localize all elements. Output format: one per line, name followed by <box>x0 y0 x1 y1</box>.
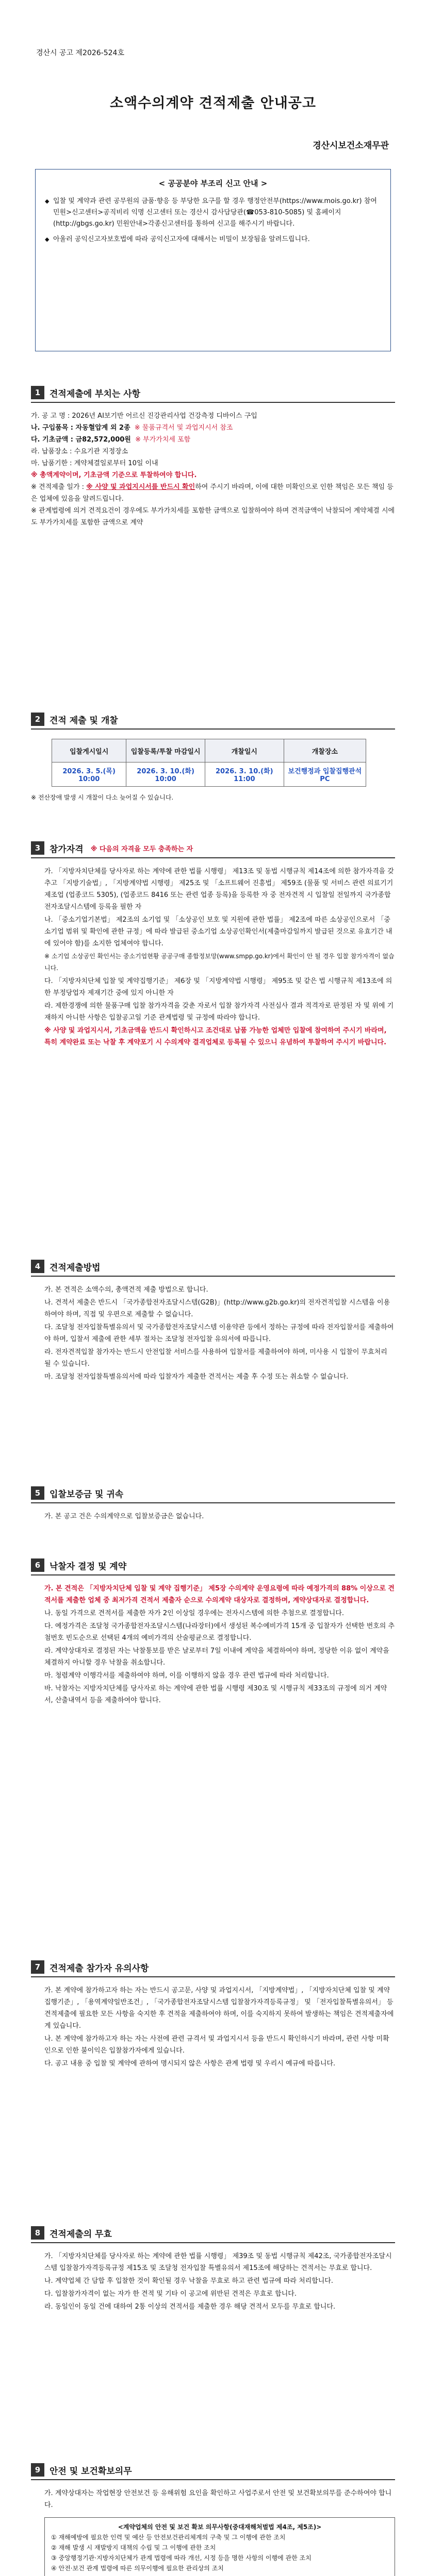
paragraph: 다. 조달청 전자입찰특별유의서 및 국가종합전자조달시스템 이용약관 등에서 정하는 규정에 따라 전자입찰서를 제출하여야 하며, 입찰서 제출에 관한 세부 절차는 조달청 전자입찰 유의서에 따릅니다. <box>44 1324 394 1343</box>
section-number: 9 <box>31 2463 44 2477</box>
list-item: ④ 안전·보건 관계 법령에 따른 의무이행에 필요한 관리상의 조치 <box>51 2565 224 2572</box>
list-item: ① 재해예방에 필요한 인력 및 예산 등 안전보건관리체계의 구축 및 그 이행에 관한 조치 <box>51 2534 286 2541</box>
section-number: 1 <box>31 386 44 399</box>
section-header <box>31 2461 395 2480</box>
section-header <box>31 1257 395 1277</box>
section-body <box>31 1511 395 1522</box>
section-1 <box>31 383 395 529</box>
paragraph: 다. 예정가격은 조달청 국가종합전자조달시스템(나라장터)에서 생성된 복수예비가격 15개 중 입찰자가 선택한 번호의 추첨번호 빈도순으로 선택된 4개의 예비가격의 산술평균으로 결정합니다. <box>44 1622 395 1642</box>
section-number: 3 <box>31 841 44 855</box>
issuing-agency: 경산시보건소재무관 <box>313 141 389 151</box>
page-title: 소액수의계약 견적제출 안내공고 <box>110 95 316 111</box>
section-6 <box>31 1556 395 1707</box>
paragraph: 나. 「중소기업기본법」 제2조의 소기업 및 「소상공인 보호 및 지원에 관한 법률」 제2조에 따른 소상공인으로서 「중소기업 범위 및 확인에 관한 규정」에 따라 발급된 중소기업 소상공인확인서(제출마감일까지 발급된 것으로 유효기간 내에 있어야 함)를 소지한 업체여야 합니다. <box>44 916 392 947</box>
section-title: 낙찰자 결정 및 계약 <box>50 1561 127 1572</box>
corruption-report-notice <box>35 169 391 351</box>
notice-item: ◆ 입찰 및 계약과 관련 공무원의 금품·향응 등 부당한 요구를 할 경우 행정안전부(https://www.mois.go.kr) 참여민원>신고센터>공직비리 익명 신고센터 또는 경산시 감사담당관(☎053-810-5085) 및 홈페이지(http://gbgs.go.kr) 민원안내>각종신고센터를 통하여 신고를 해주시기 바랍니다. <box>45 196 381 230</box>
list-item: ② 재해 발생 시 재발방지 대책의 수립 및 그 이행에 관한 조치 <box>51 2544 216 2551</box>
paragraph: 다. 입찰참가자격이 없는 자가 한 견적 및 기타 이 공고에 위반된 견적은 무효로 합니다. <box>44 2290 297 2298</box>
section-title: 견적제출에 부치는 사항 <box>50 388 141 399</box>
paragraph: 가. 본 계약에 참가하고자 하는 자는 반드시 공고문, 사양 및 과업지시서, 「지방계약법」, 「지방자치단체 입찰 및 계약 집행기준」, 「용역계약일반조건」, 「국가종합전자조달시스템 입찰참가자격등록규정」 및 「전자입찰특별유의서」 등 견적제출에 필요한 모든 사항을 숙지한 후 견적을 제출하여야 하며, 이를 숙지하지 못하여 발생하는 책임은 견적제출자에게 있습니다. <box>44 1987 394 2030</box>
section-header <box>31 710 395 730</box>
section-title: 견적제출의 무효 <box>50 2229 112 2240</box>
section-title: 견적 제출 및 개찰 <box>50 715 118 726</box>
table-cell: 2026. 3. 5.(목) 10:00 <box>52 762 126 787</box>
section-body <box>31 410 395 529</box>
section-title: 참가자격 <box>50 844 84 855</box>
section-9 <box>31 2461 395 2576</box>
diamond-bullet-icon: ◆ <box>45 198 50 205</box>
paragraph: 라. 제한경쟁에 의한 물품구매 입찰 참가자격을 갖춘 자로서 입찰 참가자격 사전심사 결과 적격자로 판정된 자 및 위에 기재하지 아니한 사항은 입찰공고일 기준 관계법령 및 규정에 따라야 합니다. <box>44 1002 394 1022</box>
paragraph: 가. 「지방자치단체를 당사자로 하는 계약에 관한 법률 시행령」 제13조 및 동법 시행규칙 제14조에 의한 참가자격을 갖추고 「지방기술법」, 「지방계약법 시행령」 제25조 및 「소프트웨어 진흥법」 제59조 (물품 및 서비스 관련 의료기기제조업 (업종코드 5305), (업종코드 8416 또는 관련 업종 등록)을 등록한 자 중 전자견적 시 입찰일 전일까지 국가종합전자조달시스템에 등록을 필한 자 <box>44 868 394 911</box>
paragraph: 가. 본 견적은 「지방자치단체 입찰 및 계약 집행기준」 제5장 수의계약 운영요령에 따라 예정가격의 88% 이상으로 견적서를 제출한 업체 중 최저가격 견적서 제출자 순으로 수의계약 대상자로 결정하며, 계약상대자로 결정합니다. <box>44 1585 395 1604</box>
section-title: 입찰보증금 및 귀속 <box>50 1489 124 1500</box>
section-3 <box>31 839 395 1049</box>
box-title: <계약업체의 안전 및 보건 확보 의무사항(중대재해처벌법 제4조, 제5조)> <box>118 2523 322 2531</box>
schedule-note: ※ 전산장애 발생 시 개찰이 다소 늦어질 수 있습니다. <box>31 794 174 801</box>
paragraph: 나. 동일 가격으로 견적서를 제출한 자가 2인 이상일 경우에는 전자시스템에 의한 추첨으로 결정합니다. <box>44 1609 345 1617</box>
paragraph: 가. 「지방자치단체를 당사자로 하는 계약에 관한 법률 시행령」 제39조 및 동법 시행규칙 제42조, 국가종합전자조달시스템 입찰참가자격등록규정 제15조 및 조달청 전자입찰 특별유의서 제15조에 해당하는 견적서는 무효로 합니다. <box>44 2252 392 2272</box>
section-subnote: ※ 다음의 자격을 모두 충족하는 자 <box>90 845 193 853</box>
text-line: ※ 관계법령에 의거 견적요건이 경우에도 부가가치세를 포함한 금액으로 입찰하여야 하며 견적금액이 낙찰되어 계약체결 시에도 부가가치세를 포함한 금액으로 계약 <box>31 507 395 527</box>
section-title: 견적제출 참가자 유의사항 <box>50 1963 149 1974</box>
section-body <box>31 1583 395 1706</box>
notice-heading: < 공공분야 부조리 신고 안내 > <box>158 179 268 188</box>
document-number: 경산시 공고 제2026-524호 <box>36 49 124 57</box>
paragraph: 마. 청렴계약 이행각서를 제출하여야 하며, 이를 이행하지 않을 경우 관련 법규에 따라 처리합니다. <box>44 1672 329 1680</box>
section-header <box>31 383 395 403</box>
section-body <box>31 2250 395 2313</box>
paragraph: 바. 낙찰자는 지방자치단체를 당사자로 하는 계약에 관한 법률 시행령 제30조 및 시행규칙 제33조의 규정에 의거 계약서, 산출내역서 등을 제출하여야 합니다. <box>44 1685 387 1704</box>
diamond-bullet-icon: ◆ <box>45 236 50 243</box>
section-number: 2 <box>31 713 44 726</box>
list-item: ③ 중앙행정기관·지방자치단체가 관계 법령에 따라 개선, 시정 등을 명한 사항의 이행에 관한 조치 <box>51 2554 312 2562</box>
section-title: 견적제출방법 <box>50 1262 101 1273</box>
section-header <box>31 1958 395 1977</box>
section-number: 4 <box>31 1260 44 1273</box>
obligations-box <box>44 2517 395 2576</box>
section-number: 7 <box>31 1960 44 1974</box>
section-7 <box>31 1958 395 2071</box>
table-cell: 보건행정과 입찰집행관석 PC <box>284 762 366 787</box>
section-number: 6 <box>31 1558 44 1572</box>
section-8 <box>31 2224 395 2314</box>
section-title: 안전 및 보건확보의무 <box>50 2466 132 2477</box>
schedule-table <box>52 739 366 787</box>
text-line: 마. 납품기한 : 계약체결일로부터 10일 이내 <box>31 460 158 467</box>
section-number: 8 <box>31 2226 44 2240</box>
section-4 <box>31 1257 395 1384</box>
paragraph: 마. 조달청 전자입찰특별유의서에 따라 입찰자가 제출한 견적서는 제출 후 수정 또는 취소할 수 없습니다. <box>44 1373 349 1381</box>
paragraph: 다. 「지방자치단체 입찰 및 계약집행기준」 제6장 및 「지방계약법 시행령」 제95조 및 같은 법 시행규칙 제13조에 의한 부정당업자 제재기간 중에 있지 아니한 자 <box>44 977 392 997</box>
paragraph: ※ 소기업 소상공인 확인서는 중소기업현황 공공구매 종합정보망(www.smpp.go.kr)에서 확인이 안 될 경우 입찰 참가자격이 없습니다. <box>44 953 395 972</box>
paragraph: 나. 견적서 제출은 반드시 「국가종합전자조달시스템(G2B)」(http://www.g2b.go.kr)의 전자견적입찰 시스템을 이용하여야 하며, 직접 및 우편으로 제출할 수 없습니다. <box>44 1299 390 1318</box>
text-line: 나. 구입품목 : 자동혈압계 외 2종 ※ 물품규격서 및 과업지시서 참조 <box>31 424 233 432</box>
table-cell: 2026. 3. 10.(화) 10:00 <box>126 762 205 787</box>
paragraph: 라. 전자견적입찰 참가자는 반드시 안전입찰 서비스를 사용하여 입찰서를 제출하여야 하며, 미사용 시 입찰이 무효처리 될 수 있습니다. <box>44 1348 387 1368</box>
table-header: 입찰게시일시 <box>52 739 126 762</box>
section-header <box>31 2224 395 2243</box>
paragraph: 라. 동일인이 동일 건에 대하여 2통 이상의 견적서를 제출한 경우 해당 견적서 모두를 무효로 합니다. <box>44 2303 336 2311</box>
notice-item: ◆ 아울러 공익신고자보호법에 따라 공익신고자에 대해서는 비밀이 보장됨을 알려드립니다. <box>45 234 381 245</box>
section-number: 5 <box>31 1486 44 1500</box>
section-header <box>31 1556 395 1575</box>
paragraph: 가. 계약상대자는 작업현장 안전보건 등 유해위험 요인을 확인하고 사업주로서 안전 및 보건확보의무를 준수하여야 합니다. <box>44 2489 392 2509</box>
paragraph: 가. 본 공고 건은 수의계약으로 입찰보증금은 없습니다. <box>44 1513 204 1520</box>
section-header <box>31 1484 395 1503</box>
table-cell: 2026. 3. 10.(화) 11:00 <box>205 762 284 787</box>
table-row <box>52 762 366 787</box>
table-header: 입찰등록/투찰 마감일시 <box>126 739 205 762</box>
section-5 <box>31 1484 395 1523</box>
text-line: 가. 공 고 명 : 2026년 AI보기반 어르신 진강관리사업 건강측정 디바이스 구입 <box>31 412 257 420</box>
section-header <box>31 839 395 858</box>
section-2 <box>31 710 395 804</box>
text-line: 다. 기초금액 : 금82,572,000원 ※ 부가가치세 포함 <box>31 436 191 444</box>
table-header: 개찰장소 <box>284 739 366 762</box>
section-body <box>31 2487 395 2576</box>
paragraph: 라. 계약상대자로 결정된 자는 낙찰통보를 받은 날로부터 7일 이내에 계약을 체결하여야 하며, 정당한 이유 없이 계약을 체결하지 아니할 경우 낙찰을 취소합니다. <box>44 1647 389 1667</box>
paragraph: 다. 공고 내용 중 입찰 및 계약에 관하여 명시되지 않은 사항은 관계 법령 및 우리시 예규에 따릅니다. <box>44 2060 336 2067</box>
text-line: ※ 견적제출 일가 : ※ 사양 및 과업지시서를 반드시 확인하여 주시기 바라며, 이에 대한 미확인으로 인한 책임은 모든 책임 등은 업체에 있음을 알려드립니다. <box>31 483 394 503</box>
table-header-row <box>52 739 366 762</box>
paragraph: 나. 본 계약에 참가하고자 하는 자는 사전에 관련 규격서 및 과업지시서 등을 반드시 확인하시기 바라며, 관련 사항 미확인으로 인한 불이익은 입찰참가자에게 있습니다. <box>44 2035 389 2055</box>
paragraph: 나. 계약업체 간 담합 후 입찰한 것이 확인될 경우 낙찰을 무효로 하고 관련 법규에 따라 처리합니다. <box>44 2277 334 2285</box>
section-body <box>31 1284 395 1383</box>
section-body <box>31 866 395 1048</box>
text-line: ※ 총액계약이며, 기초금액 기준으로 투찰하여야 합니다. <box>31 471 197 479</box>
warning-paragraph: ※ 사양 및 과업지시서, 기초금액을 반드시 확인하시고 조건대로 납품 가능한 업체만 입찰에 참여하여 주시기 바라며, 특히 계약완료 또는 낙찰 후 계약포기 시 수의계약 결격업체로 등록될 수 있으니 유념하여 투찰하여 주시기 바랍니다. <box>44 1027 387 1046</box>
text-line: 라. 납품장소 : 수요기관 지정장소 <box>31 448 128 455</box>
paragraph: 가. 본 견적은 소액수의, 총액견적 제출 방법으로 합니다. <box>44 1286 208 1294</box>
table-header: 개찰일시 <box>205 739 284 762</box>
section-body <box>31 1985 395 2070</box>
